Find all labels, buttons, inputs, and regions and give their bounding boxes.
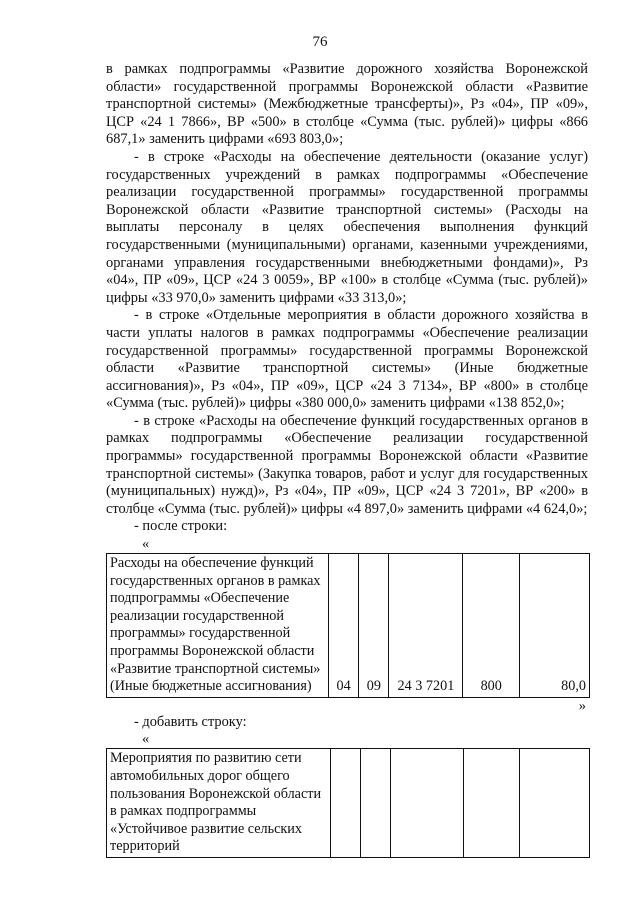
row-name-cell: Мероприятия по развитию сети автомобильных дорог общего пользования Воронежской области в рамках подпрограммы «Устойчивое развитие сельских территорий [107,749,331,858]
add-line-label: - добавить строку: [134,713,247,730]
budget-table-new [106,748,590,858]
paragraph-1: в рамках подпрограммы «Развитие дорожного хозяйства Воронежской области» государственной программы Воронежской области «Развитие транспортной системы» (Межбюджетные трансферты)», Рз «04», ПР «09», ЦСР «24 1 7866», ВР «500» в столбце «Сумма (тыс. рублей)» цифры «866 687,1» заменить цифрами «693 803,0»; [106,61,588,148]
close-quote-1: » [578,697,586,714]
document-body [106,61,588,858]
paragraph-4: - в строке «Расходы на обеспечение функций государственных органов в рамках подпрограммы «Обеспечение реализации государственной программы» государственной программы Воронежской области «Развитие транспортной системы» (Закупка товаров, работ и услуг для государственных (муниципальных) нужд)», Рз «04», ПР «09», ЦСР «24 3 7201», ВР «200» в столбце «Сумма (тыс. рублей)» цифры «4 897,0» заменить цифрами «4 624,0»; [106,412,588,517]
vr-cell: 800 [463,554,520,698]
paragraph-3: - в строке «Отдельные мероприятия в области дорожного хозяйства в части уплаты налогов в рамках подпрограммы «Обеспечение реализации государственной программы» государственной программы Воронежской области «Развитие транспортной системы» (Иные бюджетные ассигнования)», Рз «04», ПР «09», ЦСР «24 3 7134», ВР «800» в столбце «Сумма (тыс. рублей)» цифры «380 000,0» заменить цифрами «138 852,0»; [106,307,588,412]
csr-cell: 24 3 7201 [389,554,463,698]
pr-cell: 09 [359,554,389,698]
csr-cell [390,749,463,858]
open-quote-2: « [142,731,150,748]
budget-table-existing [106,553,590,698]
rz-cell [331,749,361,858]
sum-cell [520,749,590,858]
row-name-cell: Расходы на обеспечение функций государственных органов в рамках подпрограммы «Обеспечение реализации государственной программы» государственной программы Воронежской области «Развитие транспортной системы» (Иные бюджетные ассигнования) [107,554,329,698]
sum-cell: 80,0 [520,554,590,698]
rz-cell: 04 [328,554,358,698]
table-row [107,554,590,698]
vr-cell [464,749,520,858]
table-row [107,749,590,858]
after-line-label: - после строки: [134,518,228,535]
page-number: 76 [312,34,328,50]
pr-cell [361,749,391,858]
paragraph-2: - в строке «Расходы на обеспечение деятельности (оказание услуг) государственных учреждений в рамках подпрограммы «Обеспечение реализации государственной программы» государственной программы Воронежской области «Развитие транспортной системы» (Расходы на выплаты персоналу в целях обеспечения выполнения функций государственными (муниципальными) органами, казенными учреждениями, органами управления государственными внебюджетными фондами)», Рз «04», ПР «09», ЦСР «24 3 0059», ВР «100» в столбце «Сумма (тыс. рублей)» цифры «33 970,0» заменить цифрами «33 313,0»; [106,148,588,306]
open-quote-1: « [142,536,150,553]
